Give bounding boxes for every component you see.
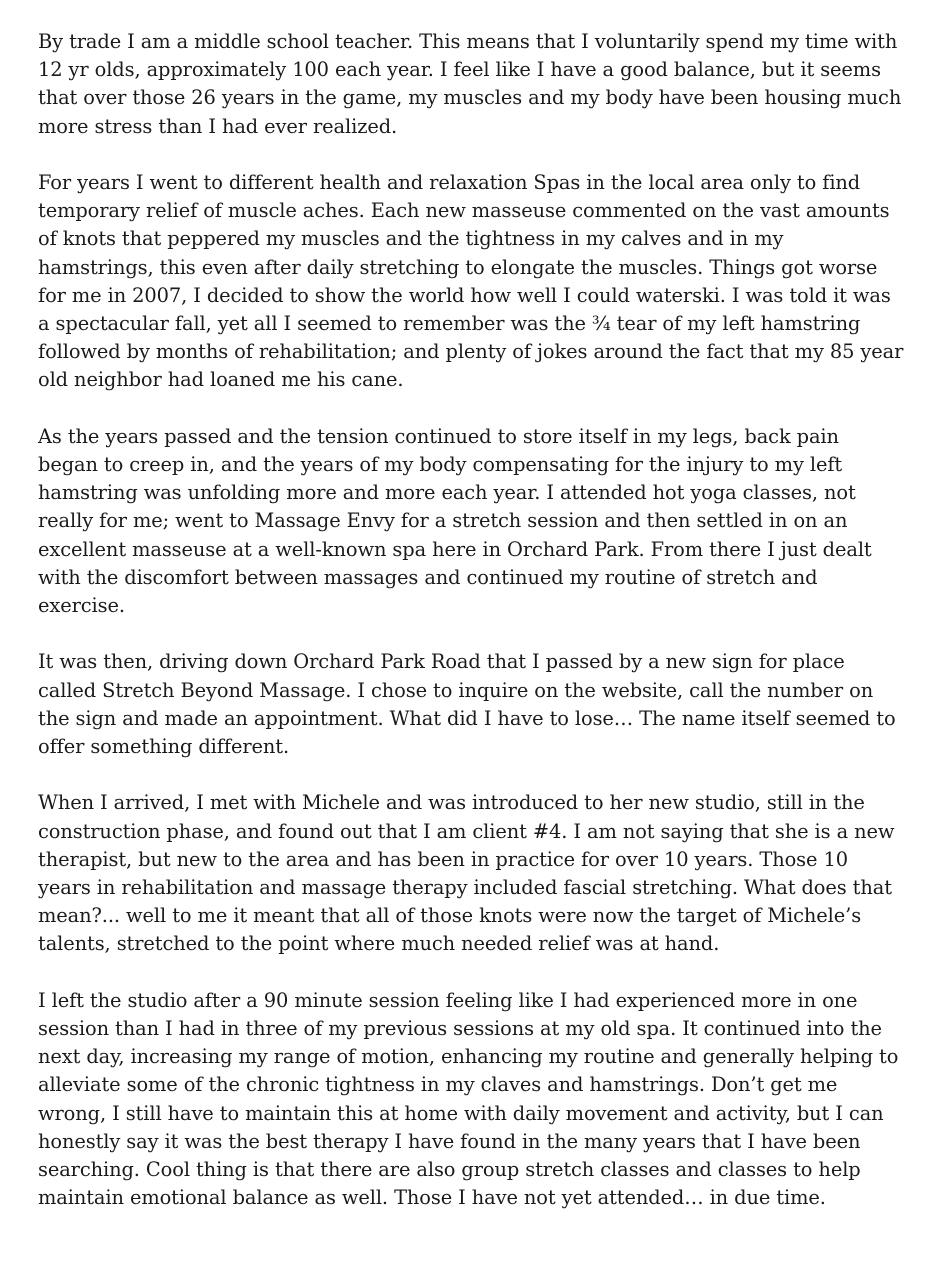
paragraph-2: For years I went to different health and relaxation Spas in the local area only to find temporary relief of muscle aches. Each new masseuse commented on the vast amounts of knots that peppered my muscles and the tightness in my calves and in my hamstrings, this even after daily stretching to elongate the muscles. Things got worse for me in 2007, I decided to show the world how well I could waterski. I was told it was a spectacular fall, yet all I seemed to remember was the ¾ tear of my left hamstring followed by months of rehabilitation; and plenty of jokes around the fact that my 85 year old neighbor had loaned me his cane. — [38, 171, 904, 392]
paragraph-6: I left the studio after a 90 minute session feeling like I had experienced more in one session than I had in three of my previous sessions at my old spa. It continued into the next day, increasing my range of motion, enhancing my routine and generally helping to alleviate some of the chronic tightness in my claves and hamstrings. Don’t get me wrong, I still have to maintain this at home with daily movement and activity, but I can honestly say it was the best therapy I have found in the many years that I have been searching. Cool thing is that there are also group stretch classes and classes to help maintain emotional balance as well. Those I have not yet attended… in due time. — [38, 988, 899, 1210]
paragraph-4: It was then, driving down Orchard Park Road that I passed by a new sign for place called Stretch Beyond Massage. I chose to inquire on the website, call the number on the sign and made an appointment. What did I have to lose… The name itself seemed to offer something different. — [38, 650, 896, 759]
document-body — [38, 28, 904, 1212]
paragraph-1: By trade I am a middle school teacher. This means that I voluntarily spend my time with 12 yr olds, approximately 100 each year. I feel like I have a good balance, but it seems that over those 26 years in the game, my muscles and my body have been housing much more stress than I had ever realized. — [38, 30, 902, 138]
paragraph-3: As the years passed and the tension continued to store itself in my legs, back pain began to creep in, and the years of my body compensating for the injury to my left hamstring was unfolding more and more each year. I attended hot yoga classes, not really for me; went to Massage Envy for a stretch session and then settled in on an excellent masseuse at a well-known spa here in Orchard Park. From there I just dealt with the discomfort between massages and continued my routine of stretch and exercise. — [38, 424, 872, 618]
paragraph-5: When I arrived, I met with Michele and was introduced to her new studio, still in the construction phase, and found out that I am client #4. I am not saying that she is a new therapist, but new to the area and has been in practice for over 10 years. Those 10 years in rehabilitation and massage therapy included fascial stretching. What does that mean?... well to me it meant that all of those knots were now the target of Michele’s talents, stretched to the point where much needed relief was at hand. — [38, 791, 895, 956]
